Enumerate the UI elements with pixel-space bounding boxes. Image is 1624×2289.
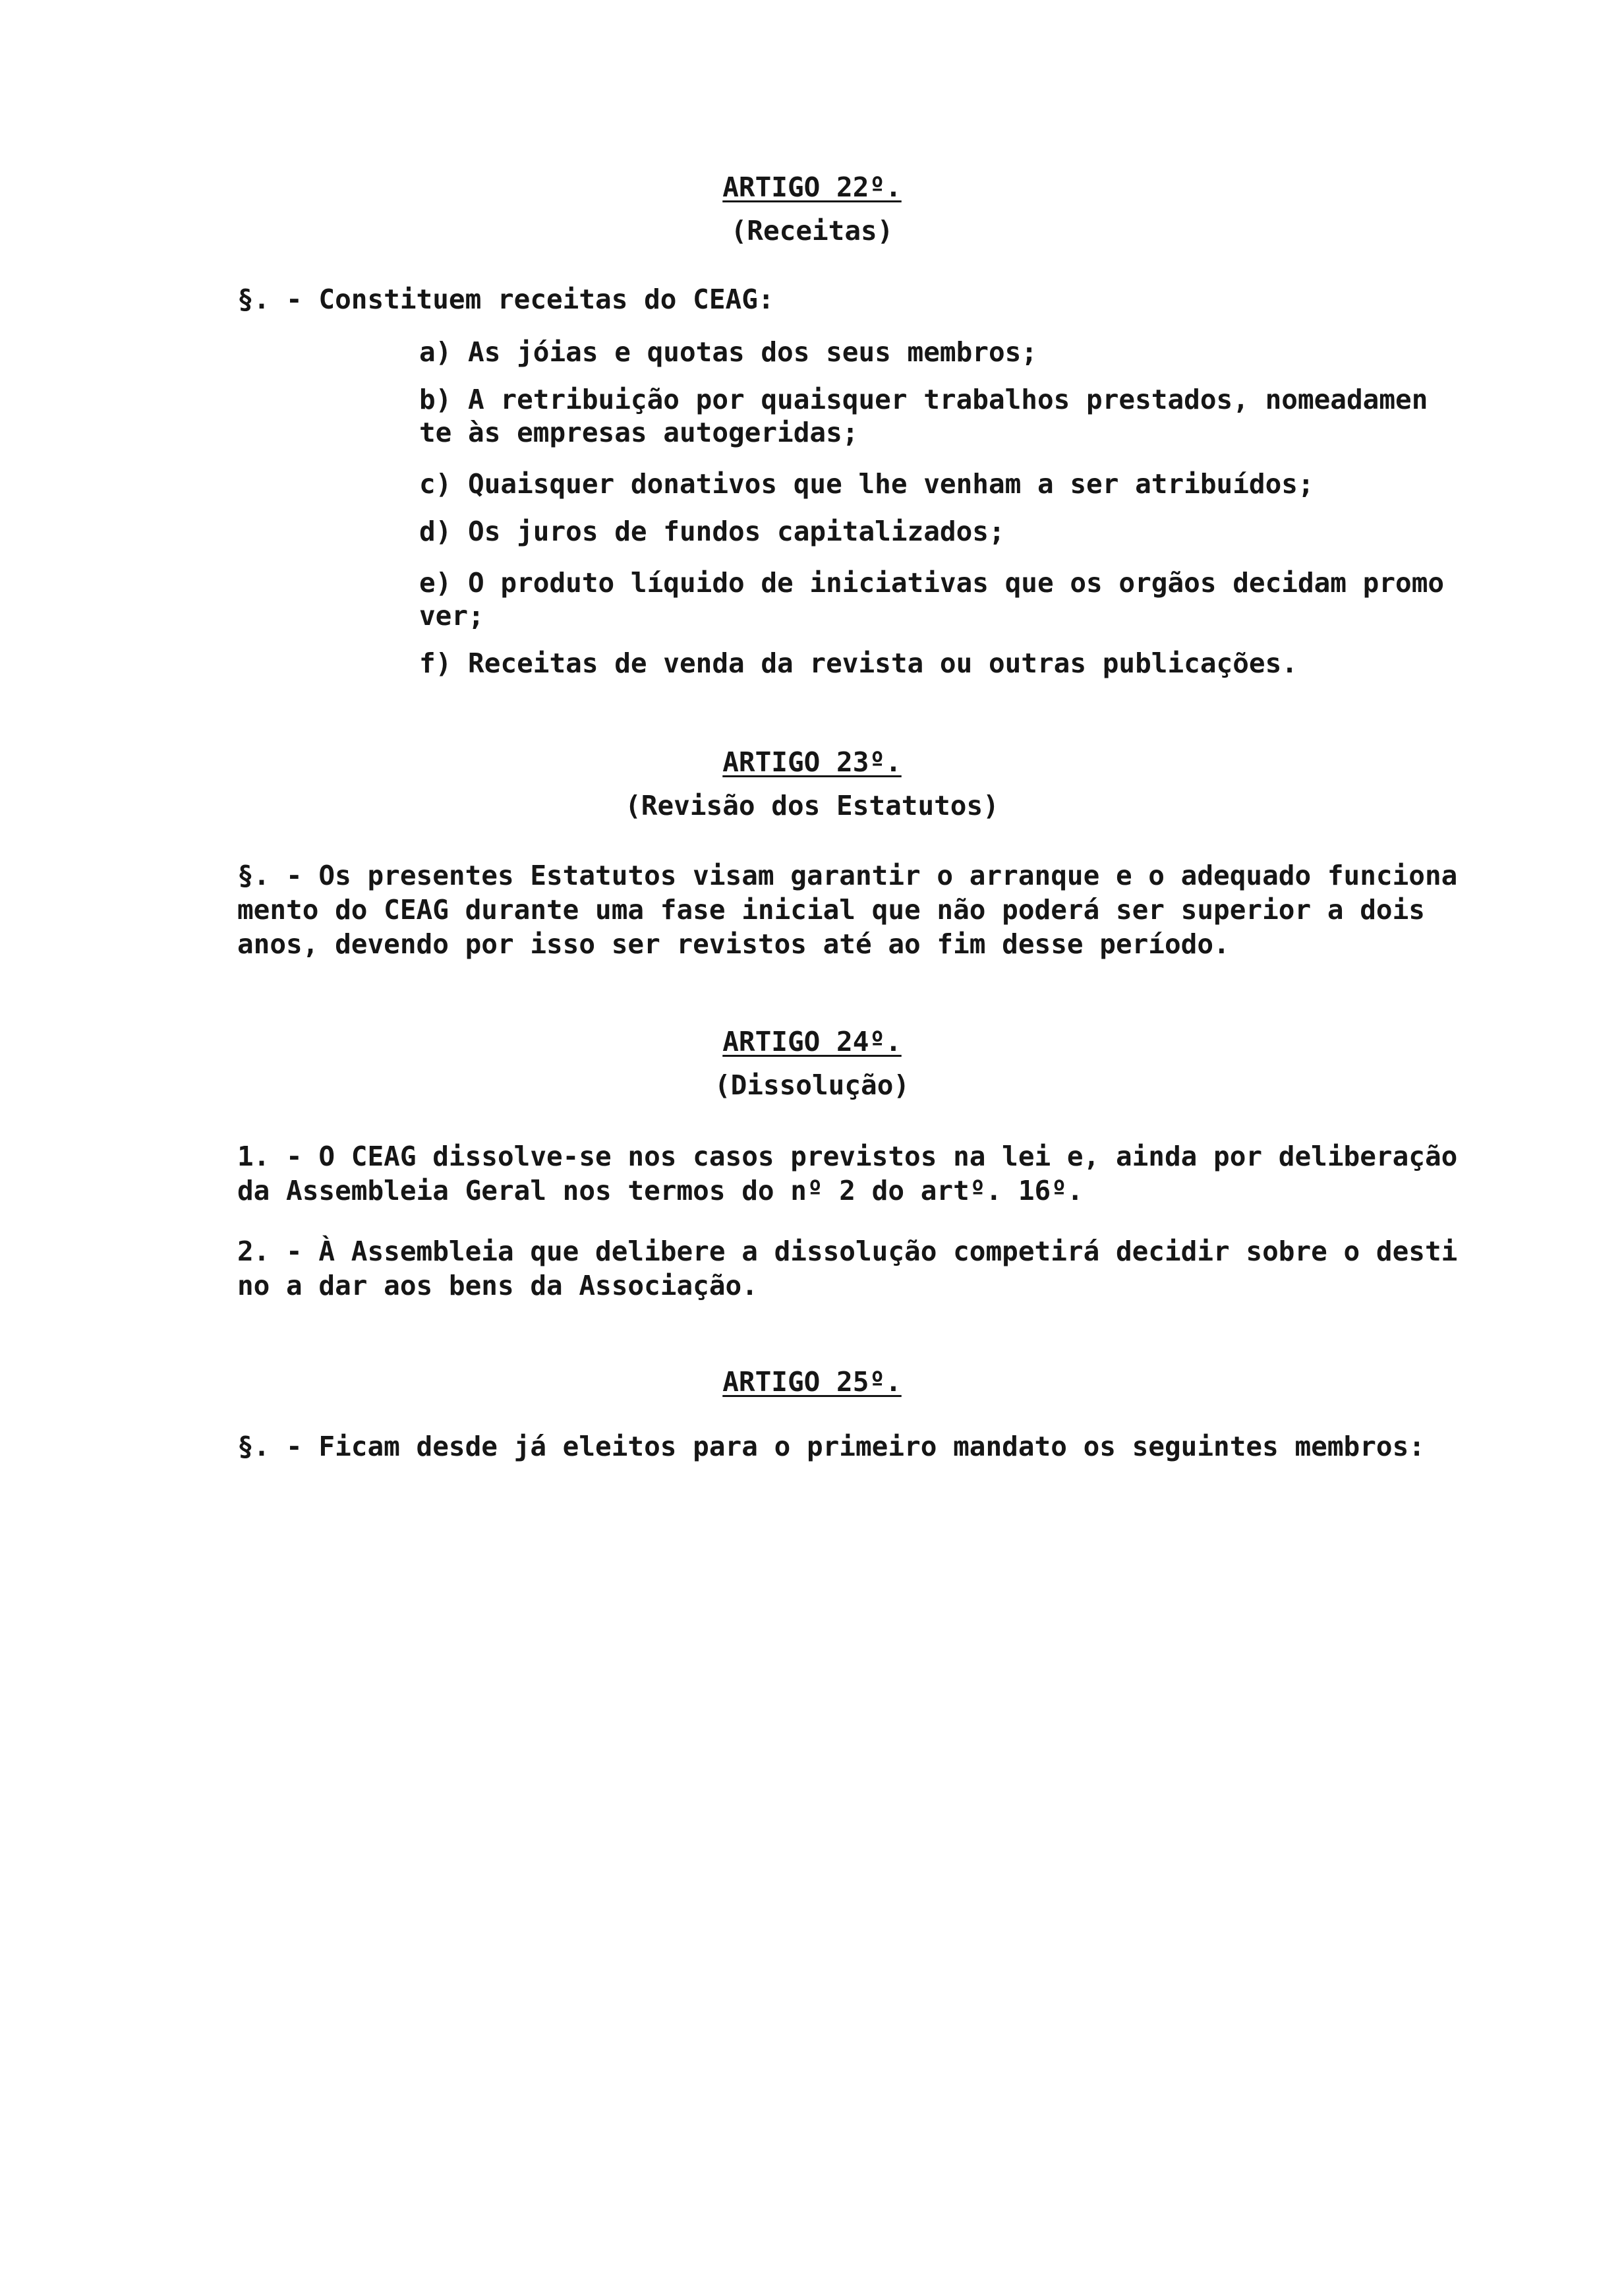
article-24-para-1-line-1: 1. - O CEAG dissolve-se nos casos previstos na lei e, ainda por deliberação	[237, 1141, 1458, 1172]
article-22-item-e-cont: ver;	[419, 600, 484, 632]
article-25-heading	[0, 1365, 1624, 1399]
article-23-heading	[0, 745, 1624, 779]
article-22-item-c: c) Quaisquer donativos que lhe venham a ser atribuídos;	[419, 468, 1314, 500]
article-22-intro: §. - Constituem receitas do CEAG:	[237, 283, 774, 315]
article-24-heading	[0, 1025, 1624, 1059]
article-22-item-e: e) O produto líquido de iniciativas que os orgãos decidam promo	[419, 567, 1445, 599]
article-23-line-2: mento do CEAG durante uma fase inicial que não poderá ser superior a dois	[237, 894, 1425, 926]
article-22-item-b: b) A retribuição por quaisquer trabalhos prestados, nomeadamen	[419, 384, 1428, 415]
article-22-subtitle: (Receitas)	[730, 215, 894, 247]
article-23-line-3: anos, devendo por isso ser revistos até ao fim desse período.	[237, 928, 1230, 960]
article-24-para-1-line-2: da Assembleia Geral nos termos do nº 2 do artº. 16º.	[237, 1175, 1084, 1206]
article-22-item-b-cont: te às empresas autogeridas;	[419, 417, 859, 448]
article-22-item-d: d) Os juros de fundos capitalizados;	[419, 516, 1005, 547]
article-22-item-a: a) As jóias e quotas dos seus membros;	[419, 336, 1037, 368]
article-25-heading-text: ARTIGO 25º.	[722, 1366, 902, 1398]
article-24-para-2-line-1: 2. - À Assembleia que delibere a dissolução competirá decidir sobre o desti	[237, 1235, 1458, 1267]
article-23-subtitle: (Revisão dos Estatutos)	[625, 790, 999, 821]
article-24-subtitle: (Dissolução)	[714, 1069, 910, 1101]
article-24-para-2-line-2: no a dar aos bens da Associação.	[237, 1270, 758, 1301]
article-23-heading-text: ARTIGO 23º.	[722, 746, 902, 778]
article-22-item-f: f) Receitas de venda da revista ou outras publicações.	[419, 647, 1298, 679]
article-23-line-1: §. - Os presentes Estatutos visam garantir o arranque e o adequado funciona	[237, 860, 1458, 891]
article-22-heading	[0, 170, 1624, 204]
article-22-heading-text: ARTIGO 22º.	[722, 171, 902, 203]
article-25-line: §. - Ficam desde já eleitos para o primeiro mandato os seguintes membros:	[237, 1431, 1425, 1462]
article-24-heading-text: ARTIGO 24º.	[722, 1026, 902, 1057]
